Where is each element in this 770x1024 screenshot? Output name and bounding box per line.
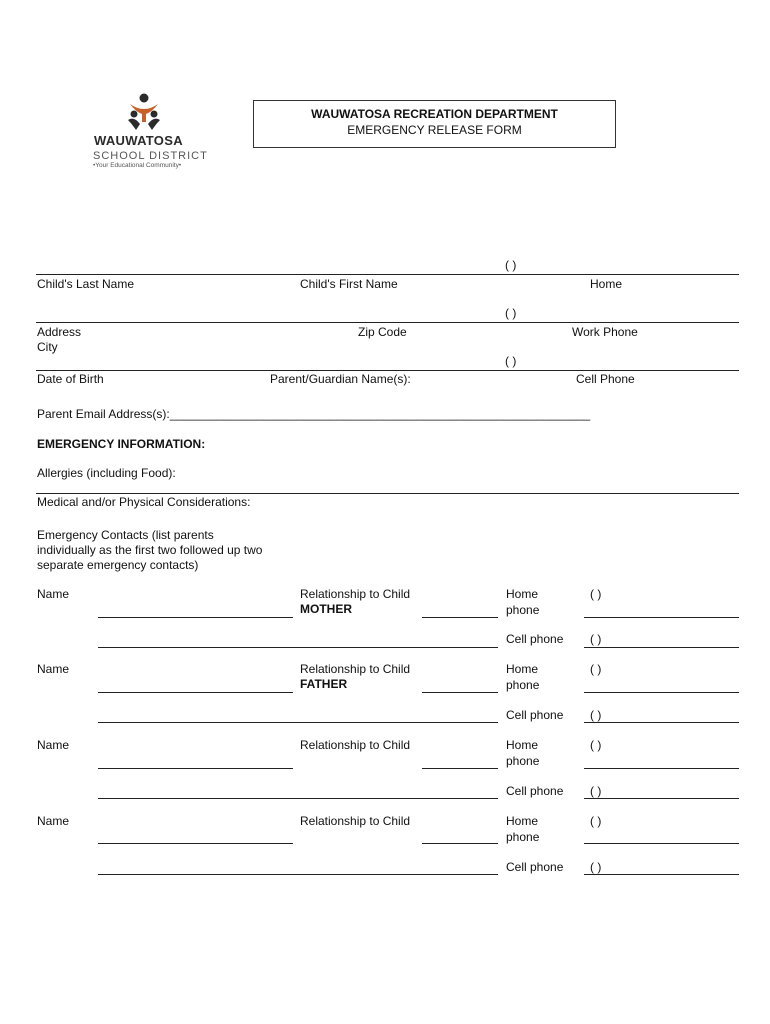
header-box — [253, 100, 616, 148]
relationship-field[interactable] — [422, 768, 498, 769]
relationship-label: Relationship to Child — [300, 662, 411, 676]
contact-name-label: Name — [37, 814, 70, 828]
home-phone-field[interactable] — [584, 843, 739, 844]
header-subtitle: EMERGENCY RELEASE FORM — [347, 123, 522, 137]
relationship-label: Relationship to Child — [300, 587, 411, 601]
city-label: City — [37, 340, 58, 354]
address-field[interactable] — [98, 874, 498, 875]
allergies-line[interactable] — [36, 493, 739, 494]
name-field[interactable] — [98, 692, 293, 693]
emergency-heading: EMERGENCY INFORMATION: — [37, 437, 206, 451]
address-line[interactable] — [36, 322, 739, 323]
relationship-value: MOTHER — [300, 602, 352, 616]
home-label: Home — [506, 814, 539, 828]
relationship-value: FATHER — [300, 677, 348, 691]
cell-phone-field[interactable] — [584, 722, 739, 723]
parent-email-field[interactable]: Parent Email Address(s):_______________________________________________________________ — [37, 407, 591, 421]
name-field[interactable] — [98, 843, 293, 844]
phone-label: phone — [506, 603, 540, 617]
allergies-label: Allergies (including Food): — [37, 466, 176, 480]
medical-label: Medical and/or Physical Considerations: — [37, 495, 251, 509]
guardian-label: Parent/Guardian Name(s): — [270, 372, 411, 386]
home-label: Home — [590, 277, 623, 291]
relationship-field[interactable] — [422, 617, 498, 618]
contacts-note-line-1: Emergency Contacts (list parents — [37, 528, 214, 542]
home-phone-field[interactable] — [584, 617, 739, 618]
header-title: WAUWATOSA RECREATION DEPARTMENT — [311, 107, 558, 121]
logo-tagline: •Your Educational Community• — [93, 162, 182, 169]
cell-phone-paren: ( ) — [590, 708, 602, 722]
phone-label: phone — [506, 830, 540, 844]
phone-label: phone — [506, 754, 540, 768]
home-label: Home — [506, 587, 539, 601]
contacts-note-line-2: individually as the first two followed up two — [37, 543, 263, 557]
work-phone-label: Work Phone — [572, 325, 638, 339]
cell-phone-field[interactable] — [584, 798, 739, 799]
name-field[interactable] — [98, 768, 293, 769]
cell-phone-field[interactable] — [584, 874, 739, 875]
contacts-note-line-3: separate emergency contacts) — [37, 558, 199, 572]
home-label: Home — [506, 662, 539, 676]
address-field[interactable] — [98, 722, 498, 723]
home-phone-paren: ( ) — [590, 738, 602, 752]
contact-name-label: Name — [37, 587, 70, 601]
address-field[interactable] — [98, 798, 498, 799]
name-field[interactable] — [98, 617, 293, 618]
cell-phone-label: Cell phone — [506, 784, 564, 798]
cell-phone-paren: ( ) — [590, 860, 602, 874]
relationship-label: Relationship to Child — [300, 814, 411, 828]
child-last-name-label: Child's Last Name — [37, 277, 134, 291]
address-label: Address — [37, 325, 82, 339]
home-phone-field[interactable] — [584, 768, 739, 769]
home-label: Home — [506, 738, 539, 752]
child-name-line[interactable] — [36, 274, 739, 275]
home-phone-paren: ( ) — [590, 587, 602, 601]
cell-phone-label: Cell phone — [506, 632, 564, 646]
relationship-label: Relationship to Child — [300, 738, 411, 752]
logo-name: WAUWATOSA — [94, 133, 183, 148]
relationship-field[interactable] — [422, 843, 498, 844]
home-phone-field[interactable] — [584, 692, 739, 693]
address-field[interactable] — [98, 647, 498, 648]
cell-phone-label: Cell Phone — [576, 372, 635, 386]
cell-phone-paren: ( ) — [590, 784, 602, 798]
relationship-field[interactable] — [422, 692, 498, 693]
child-first-name-label: Child's First Name — [300, 277, 398, 291]
home-phone-paren: ( ) — [505, 258, 517, 272]
dob-label: Date of Birth — [37, 372, 104, 386]
home-phone-paren: ( ) — [590, 662, 602, 676]
cell-phone-field[interactable] — [584, 647, 739, 648]
cell-phone-label: Cell phone — [506, 708, 564, 722]
cell-phone-paren: ( ) — [590, 632, 602, 646]
home-phone-paren: ( ) — [590, 814, 602, 828]
logo-figures-icon — [122, 90, 166, 134]
work-phone-paren: ( ) — [505, 306, 517, 320]
zip-code-label: Zip Code — [358, 325, 407, 339]
cell-phone-label: Cell phone — [506, 860, 564, 874]
logo-district: SCHOOL DISTRICT — [93, 150, 208, 162]
dob-line[interactable] — [36, 370, 739, 371]
phone-label: phone — [506, 678, 540, 692]
cell-phone-paren: ( ) — [505, 354, 517, 368]
contact-name-label: Name — [37, 738, 70, 752]
contact-name-label: Name — [37, 662, 70, 676]
